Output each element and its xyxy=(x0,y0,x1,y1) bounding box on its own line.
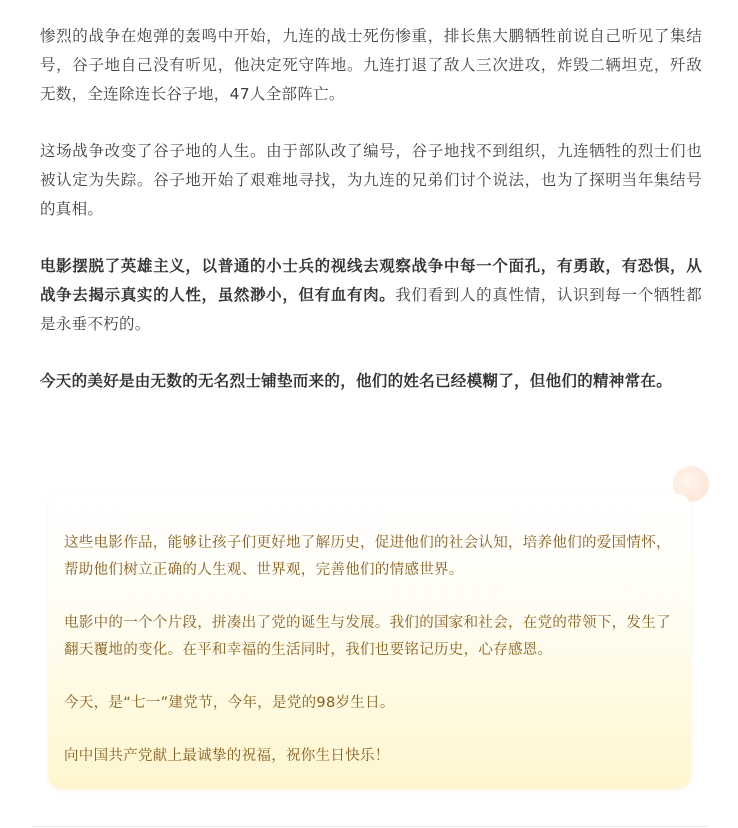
quote-paragraph-4: 向中国共产党献上最诚挚的祝福，祝你生日快乐！ xyxy=(64,748,390,764)
article-paragraph-2: 这场战争改变了谷子地的人生。由于部队改了编号，谷子地找不到组织，九连牺牲的烈士们也被认定为失踪。谷子地开始了艰难地寻找，为九连的兄弟们讨个说法，也为了探明当年集结号的真相。 xyxy=(40,142,702,218)
article-paragraph-3-bold: 电影摆脱了英雄主义，以普通的小士兵的视线去观察战争中每一个面孔，有勇敢，有恐惧，从战争去揭示真实的人性，虽然渺小，但有血有肉。 xyxy=(40,257,702,304)
quote-paragraph-3: 今天，是“七一”建党节，今年，是党的98岁生日。 xyxy=(64,695,395,711)
article-paragraph-1: 惨烈的战争在炮弹的轰鸣中开始，九连的战士死伤惨重，排长焦大鹏牺牲前说自己听见了集结号，谷子地自己没有听见，他决定死守阵地。九连打退了敌人三次进攻，炸毁二辆坦克，歼敌无数，全连除连长谷子地，47人全部阵亡。 xyxy=(40,27,702,103)
quote-card xyxy=(48,494,691,788)
quote-content xyxy=(64,530,679,796)
quote-paragraph-2: 电影中的一个个片段，拼凑出了党的诞生与发展。我们的国家和社会，在党的带领下，发生了翻天覆地的变化。在平和幸福的生活同时，我们也要铭记历史，心存感恩。 xyxy=(64,615,671,658)
quote-paragraph-1: 这些电影作品，能够让孩子们更好地了解历史，促进他们的社会认知，培养他们的爱国情怀，帮助他们树立正确的人生观、世界观，完善他们的情感世界。 xyxy=(64,535,671,578)
article-paragraph-3-rest: 我们看到人的真性情，认识到每一个牺牲都是永垂不朽的。 xyxy=(40,286,702,333)
bottom-divider xyxy=(32,826,708,827)
article-paragraph-3 xyxy=(40,252,702,339)
article-paragraph-4 xyxy=(40,367,702,396)
article-body xyxy=(40,22,702,424)
article-paragraph-4-bold: 今天的美好是由无数的无名烈士铺垫而来的，他们的姓名已经模糊了，但他们的精神常在。 xyxy=(40,372,673,390)
